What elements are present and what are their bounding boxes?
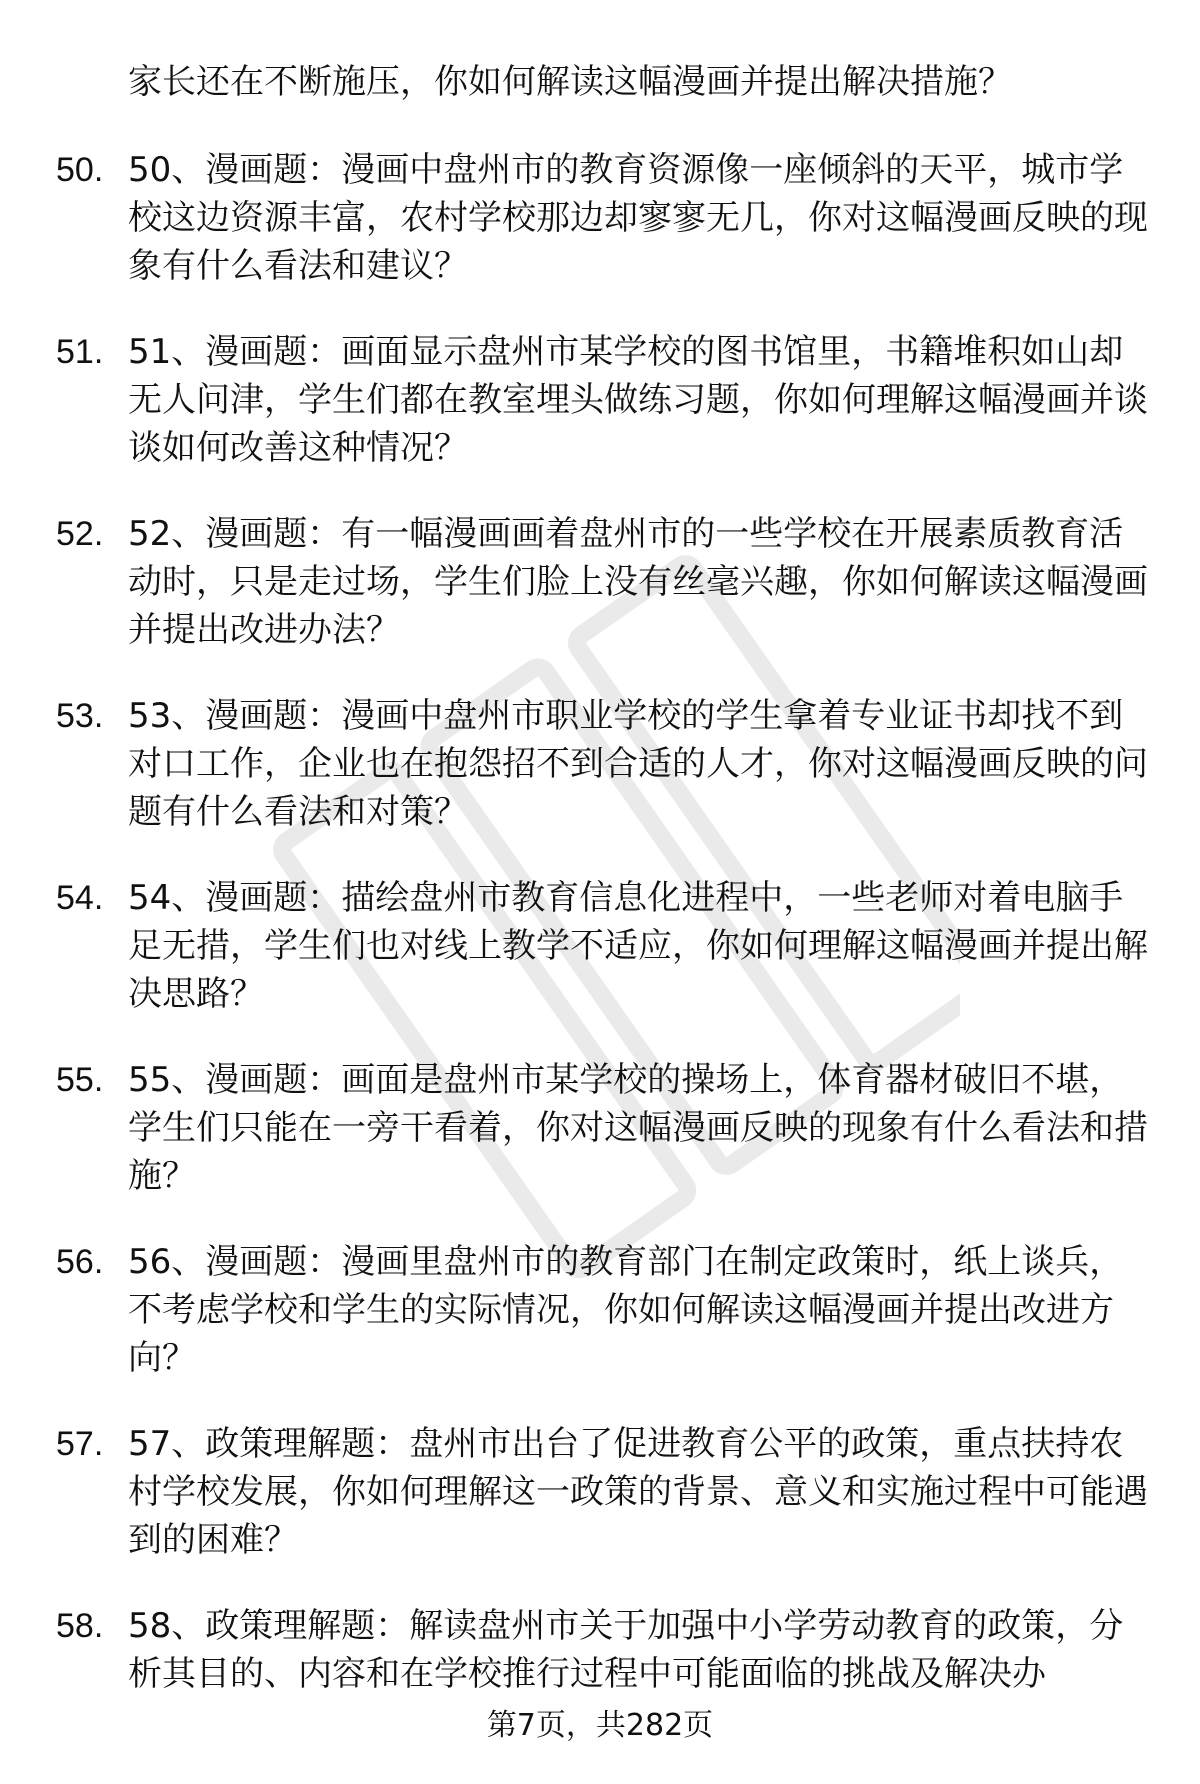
item-number: 56. xyxy=(56,1243,104,1281)
item-text: 52、漫画题：有一幅漫画画着盘州市的一些学校在开展素质教育活动时，只是走过场，学生们脸上没有丝毫兴趣，你如何解读这幅漫画并提出改进办法？ xyxy=(128,514,1148,650)
item-number: 53. xyxy=(56,697,104,735)
list-item xyxy=(0,874,1200,1056)
item-text: 57、政策理解题：盘州市出台了促进教育公平的政策，重点扶持农村学校发展，你如何理解这一政策的背景、意义和实施过程中可能遇到的困难？ xyxy=(128,1424,1148,1560)
item-number: 55. xyxy=(56,1061,104,1099)
item-text: 51、漫画题：画面显示盘州市某学校的图书馆里，书籍堆积如山却无人问津，学生们都在教室埋头做练习题，你如何理解这幅漫画并谈谈如何改善这种情况？ xyxy=(128,332,1148,468)
item-number: 51. xyxy=(56,333,104,371)
list-item xyxy=(0,146,1200,328)
list-item xyxy=(0,1056,1200,1238)
item-text: 58、政策理解题：解读盘州市关于加强中小学劳动教育的政策，分析其目的、内容和在学校推行过程中可能面临的挑战及解决办 xyxy=(128,1606,1124,1694)
item-number: 50. xyxy=(56,151,104,189)
list-item xyxy=(0,328,1200,510)
page-footer: 第7页，共282页 xyxy=(486,1708,714,1743)
continuation-text: 家长还在不断施压，你如何解读这幅漫画并提出解决措施？ xyxy=(128,62,1012,102)
item-text: 50、漫画题：漫画中盘州市的教育资源像一座倾斜的天平，城市学校这边资源丰富，农村学校那边却寥寥无几，你对这幅漫画反映的现象有什么看法和建议？ xyxy=(128,150,1148,286)
item-text: 53、漫画题：漫画中盘州市职业学校的学生拿着专业证书却找不到对口工作，企业也在抱怨招不到合适的人才，你对这幅漫画反映的问题有什么看法和对策？ xyxy=(128,696,1148,832)
list-item xyxy=(0,1238,1200,1420)
item-number: 57. xyxy=(56,1425,104,1463)
item-number: 54. xyxy=(56,879,104,917)
list-item xyxy=(0,1602,1200,1784)
list-item xyxy=(0,692,1200,874)
item-text: 54、漫画题：描绘盘州市教育信息化进程中，一些老师对着电脑手足无措，学生们也对线上教学不适应，你如何理解这幅漫画并提出解决思路？ xyxy=(128,878,1148,1014)
item-text: 55、漫画题：画面是盘州市某学校的操场上，体育器材破旧不堪，学生们只能在一旁干看着，你对这幅漫画反映的现象有什么看法和措施？ xyxy=(128,1060,1148,1196)
item-text: 56、漫画题：漫画里盘州市的教育部门在制定政策时，纸上谈兵，不考虑学校和学生的实际情况，你如何解读这幅漫画并提出改进方向？ xyxy=(128,1242,1124,1378)
item-number: 58. xyxy=(56,1607,104,1645)
list-item xyxy=(0,1420,1200,1602)
question-list xyxy=(0,146,1200,1784)
item-number: 52. xyxy=(56,515,104,553)
list-item xyxy=(0,510,1200,692)
